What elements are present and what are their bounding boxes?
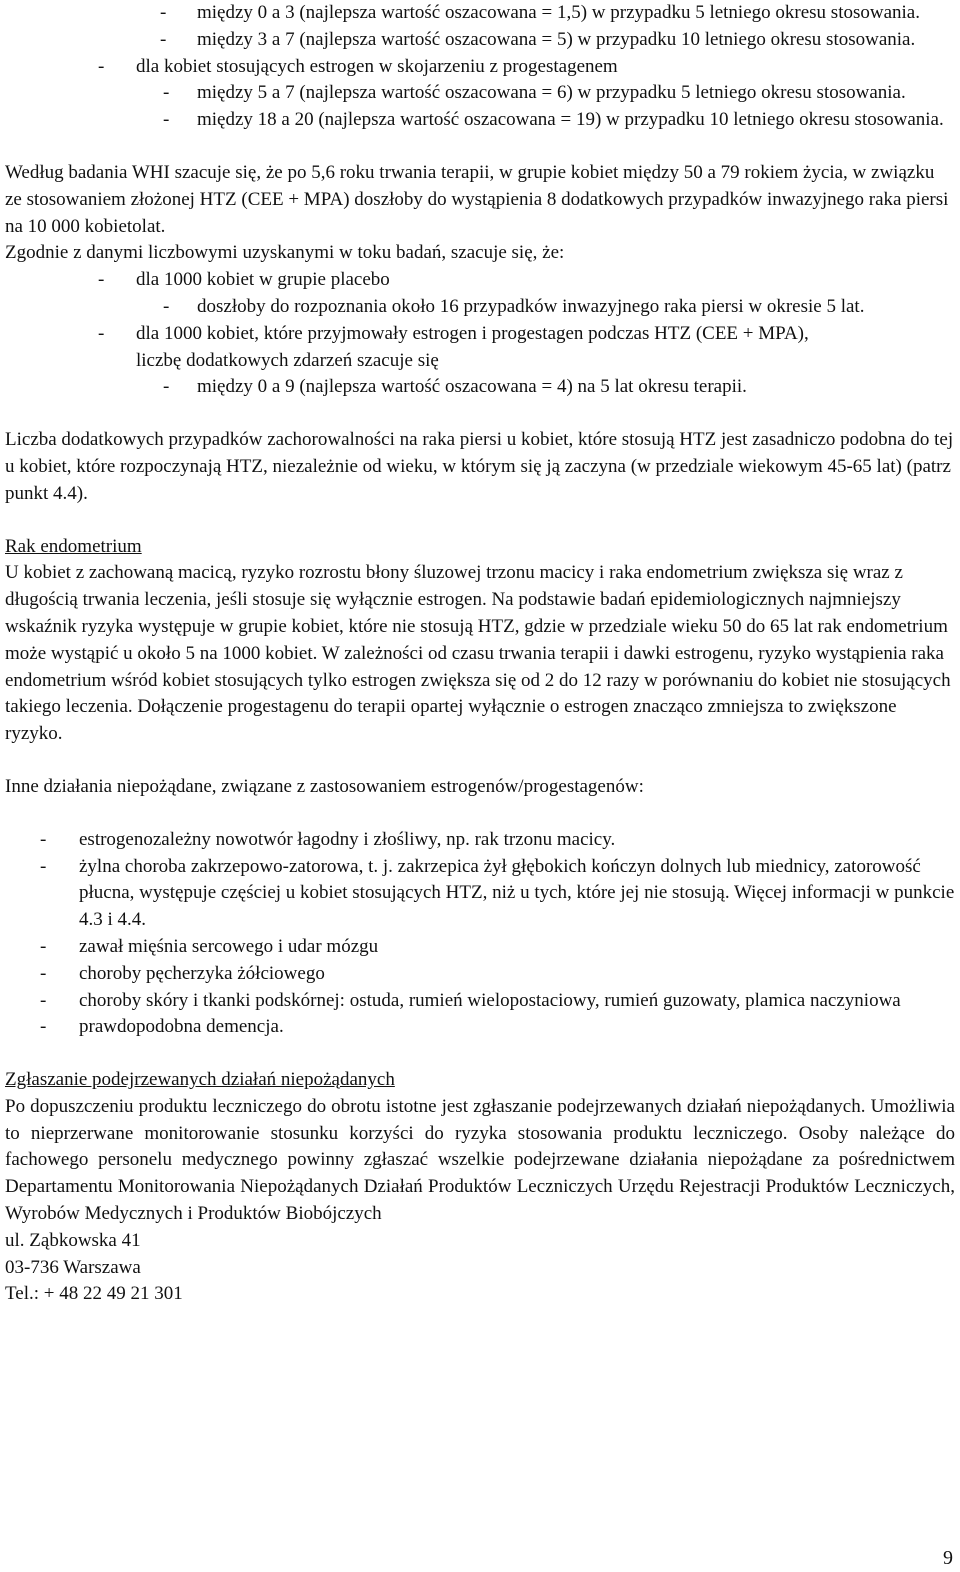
address-street: ul. Ząbkowska 41 [5,1229,141,1251]
page-number: 9 [943,1547,953,1569]
data-intro: Zgodnie z danymi liczbowymi uzyskanymi w toku badań, szacuje się, że: [5,242,565,264]
other-effects-intro: Inne działania niepożądane, związane z zastosowaniem estrogenów/progestagenów: [5,775,644,797]
document-page [5,0,955,1308]
list-item: - między 3 a 7 (najlepsza wartość oszacowana = 5) w przypadku 10 letniego okresu stosowania. [160,28,916,50]
phone-number: Tel.: + 48 22 49 21 301 [5,1283,183,1305]
list-item: - dla kobiet stosujących estrogen w skojarzeniu z progestagenem [98,55,618,77]
list-item: - między 0 a 9 (najlepsza wartość oszacowana = 4) na 5 lat okresu terapii. [163,376,747,398]
count-paragraph: Liczba dodatkowych przypadków zachorowalności na raka piersi u kobiet, które stosują HTZ jest zasadniczo podobna do tej u kobiet, które rozpoczynają HTZ, niezależnie od wieku, w którym się ją zaczyna (w przedziale wiekowym 45-65 lat) (patrz punkt 4.4). [5,429,954,504]
list-item: - doszłoby do rozpoznania około 16 przypadków inwazyjnego raka piersi w okresie 5 lat. [163,295,865,317]
list-item: - między 5 a 7 (najlepsza wartość oszacowana = 6) w przypadku 5 letniego okresu stosowania. [163,82,906,104]
list-item: - prawdopodobna demencja. [40,1016,284,1038]
section-heading-reporting: Zgłaszanie podejrzewanych działań niepożądanych [5,1069,395,1091]
list-item: - między 18 a 20 (najlepsza wartość oszacowana = 19) w przypadku 10 letniego okresu stosowania. [163,109,944,131]
reporting-paragraph: Po dopuszczeniu produktu leczniczego do obrotu istotne jest zgłaszanie podejrzewanych działań niepożądanych. Umożliwia to nieprzerwane monitorowanie stosunku korzyści do ryzyka stosowania produktu leczniczego. Osoby należące do fachowego personelu medycznego powinny zgłaszać wszelkie podejrzewane działania niepożądane za pośrednictwem Departamentu Monitorowania Niepożądanych Działań Produktów Leczniczych Urzędu Rejestracji Produktów Leczniczych, Wyrobów Medycznych i Produktów Biobójczych [5,1095,955,1225]
section-heading-endometrium: Rak endometrium [5,535,142,557]
top-list [5,0,955,134]
list-item: - choroby skóry i tkanki podskórnej: ostuda, rumień wielopostaciowy, rumień guzowaty, plamica naczyniowa [40,989,901,1011]
list-item: - estrogenozależny nowotwór łagodny i złośliwy, np. rak trzonu macicy. [40,828,616,850]
list-item: - między 0 a 3 (najlepsza wartość oszacowana = 1,5) w przypadku 5 letniego okresu stosowania. [160,2,920,23]
whi-paragraph: Według badania WHI szacuje się, że po 5,6 roku trwania terapii, w grupie kobiet między 50 a 79 rokiem życia, w związku ze stosowaniem złożonej HTZ (CEE + MPA) doszłoby do wystąpienia 8 dodatkowych przypadków inwazyjnego raka piersi na 10 000 kobietolat. [5,161,949,237]
other-effects-list [5,827,955,1041]
list-item: - zawał mięśnia sercowego i udar mózgu [40,935,379,957]
list-item: - choroby pęcherzyka żółciowego [40,962,325,984]
list-item: - żylna choroba zakrzepowo-zatorowa, t. j. zakrzepica żył głębokich kończyn dolnych lub miednicy, zatorowość płucna, występuje częściej u kobiet stosujących HTZ, niż u tych, które jej nie stosują. Więcej informacji w punkcie 4.3 i 4.4. [40,855,955,931]
list-item: - dla 1000 kobiet, które przyjmowały estrogen i progestagen podczas HTZ (CEE + MPA), liczbę dodatkowych zdarzeń szacuje się [98,322,809,371]
address-city: 03-736 Warszawa [5,1256,141,1278]
list-item: - dla 1000 kobiet w grupie placebo [98,269,390,291]
endometrium-paragraph: U kobiet z zachowaną macicą, ryzyko rozrostu błony śluzowej trzonu macicy i raka endometrium zwiększa się wraz z długością trwania leczenia, jeśli stosuje się wyłącznie estrogen. Na podstawie badań epidemiologicznych najmniejszy wskaźnik ryzyka występuje w grupie kobiet, które nie stosują HTZ, gdzie w przedziale wieku 50 do 65 lat rak endometrium może wystąpić u około 5 na 1000 kobiet. W zależności od czasu trwania terapii i dawki estrogenu, ryzyko wystąpienia raka endometrium wśród kobiet stosujących tylko estrogen zwiększa się od 2 do 12 razy w porównaniu do kobiet nie stosujących takiego leczenia. Dołączenie progestagenu do terapii opartej wyłącznie o estrogen znacząco zmniejsza to zwiększone ryzyko. [5,562,951,745]
data-list [5,267,955,401]
